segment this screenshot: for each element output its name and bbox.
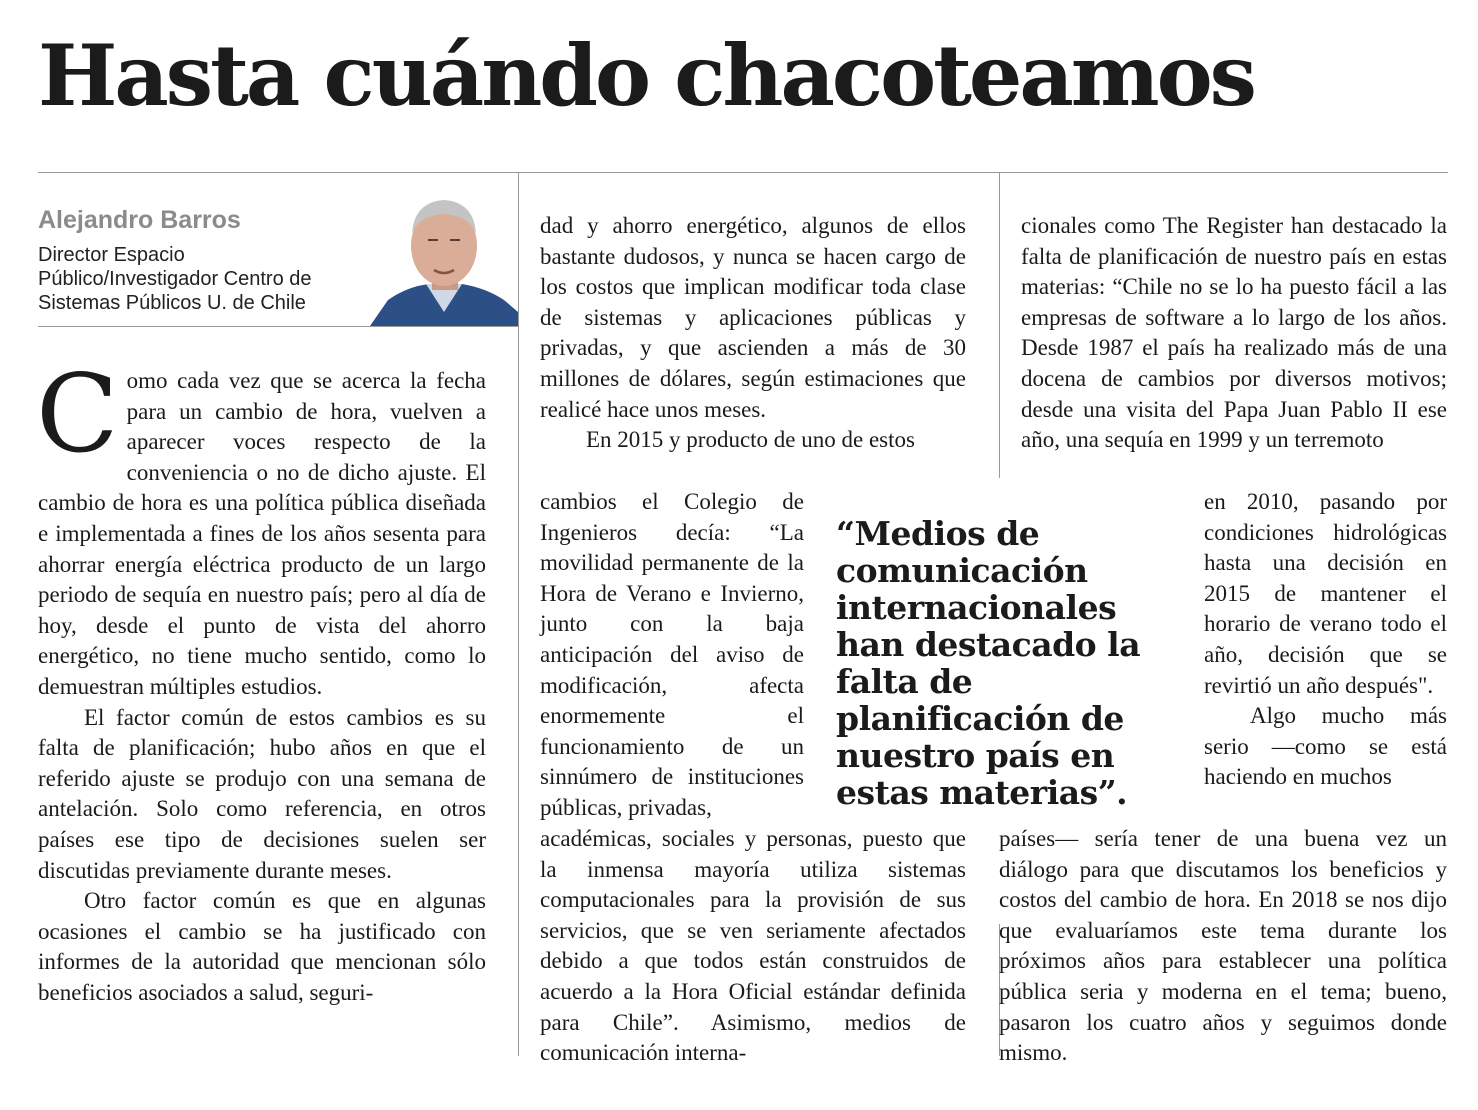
top-rule bbox=[38, 172, 1448, 173]
paragraph: Como cada vez que se acerca la fecha para un cambio de hora, vuelven a aparecer voces respecto de la conveniencia o no de dicho ajuste. El cambio de hora es una política pública diseñada e implementada a fines de los años sesenta para ahorrar energía eléctrica producto de un largo periodo de sequía en nuestro país; pero al día de hoy, desde el punto de vista del ahorro energético, no tiene mucho sentido, como lo demuestran múltiples estudios. bbox=[36, 352, 486, 699]
drop-cap: C bbox=[36, 352, 119, 477]
author-name: Alejandro Barros bbox=[38, 206, 241, 234]
paragraph: académicas, sociales y personas, puesto que la inmensa mayoría utiliza sistemas computacionales para la provisión de sus servicios, que se ven seriamente afectados debido a que todos están construidos de acuerdo a la Hora Oficial estándar definida para Chile”. Asimismo, medios de comunicación interna- bbox=[540, 826, 966, 1066]
paragraph: Otro factor común es que en algunas ocasiones el cambio se ha justificado con informes de la autoridad que mencionan sólo beneficios asociados a salud, seguri- bbox=[38, 888, 486, 1005]
column-3-upper bbox=[1021, 211, 1447, 456]
paragraph: cionales como The Register han destacado la falta de planificación de nuestro país en estas materias: “Chile no se lo ha puesto fácil a las empresas de software a lo largo de los años. Desde 1987 el país ha realizado más de una docena de cambios por diversos motivos; desde una visita del Papa Juan Pablo II ese año, una sequía en 1999 y un terremoto bbox=[1021, 213, 1447, 453]
byline-rule bbox=[38, 326, 518, 327]
column-divider-2-top bbox=[999, 172, 1000, 478]
column-2-narrow bbox=[540, 487, 804, 824]
paragraph: Algo mucho más serio —como se está haciendo en muchos bbox=[1204, 703, 1447, 790]
author-photo bbox=[370, 188, 518, 326]
column-3-lower bbox=[999, 824, 1447, 1069]
column-3-narrow bbox=[1204, 487, 1447, 793]
paragraph: dad y ahorro energético, algunos de ellos bastante dudosos, y nunca se hacen cargo de los costos que implican modificar toda clase de sistemas y aplicaciones públicas y privadas, y que ascienden a más de 30 millones de dólares, según estimaciones que realicé hace unos meses. bbox=[540, 213, 966, 422]
paragraph: países— sería tener de una buena vez un diálogo para que discutamos los beneficios y costos del cambio de hora. En 2018 se nos dijo que evaluaríamos este tema durante los próximos años para establecer una política pública seria y moderna en el tema; bueno, pasaron los cuatro años y seguimos donde mismo. bbox=[999, 826, 1447, 1066]
column-1 bbox=[36, 352, 486, 1008]
column-2-upper bbox=[540, 211, 966, 456]
paragraph: en 2010, pasando por condiciones hidrológicas hasta una decisión en 2015 de mantener el horario de verano todo el año, decisión que se revirtió un año después". bbox=[1204, 489, 1447, 698]
column-divider-1 bbox=[518, 172, 519, 1056]
paragraph: En 2015 y producto de uno de estos bbox=[586, 427, 915, 453]
column-2-lower bbox=[540, 824, 966, 1069]
headline: Hasta cuándo chacoteamos bbox=[38, 26, 1254, 125]
paragraph: El factor común de estos cambios es su falta de planificación; hubo años en que el referido ajuste se produjo con una semana de antelación. Solo como referencia, en otros países ese tipo de decisiones suelen ser discutidas previamente durante meses. bbox=[38, 704, 486, 883]
author-title: Director Espacio Público/Investigador Centro de Sistemas Públicos U. de Chile bbox=[38, 244, 312, 314]
pull-quote: “Medios de comunicación internacionales han destacado la falta de planificación de nuestro país en estas materias”. bbox=[836, 514, 1141, 812]
paragraph: cambios el Colegio de Ingenieros decía: “La movilidad permanente de la Hora de Verano e Invierno, junto con la baja anticipación del aviso de modificación, afecta enormemente el funcionamiento de un sinnúmero de instituciones públicas, privadas, bbox=[540, 489, 804, 820]
